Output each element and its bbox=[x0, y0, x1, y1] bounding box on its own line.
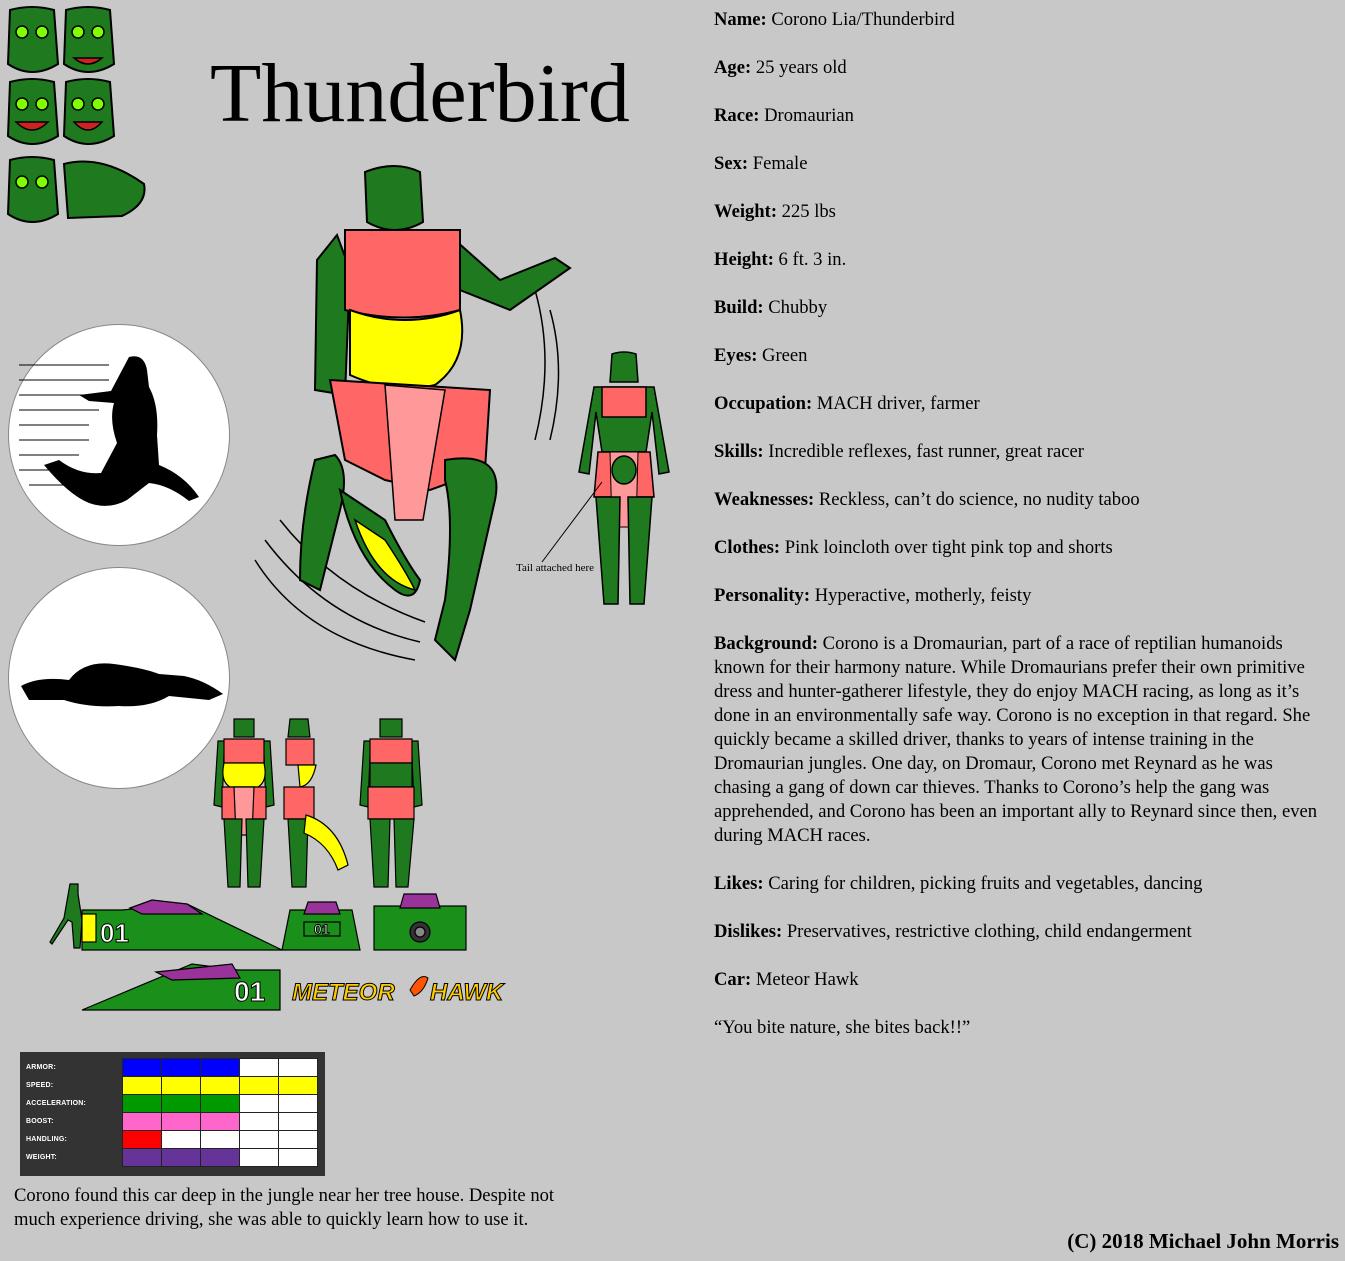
stat-row bbox=[24, 1095, 318, 1113]
stat-cell bbox=[201, 1131, 240, 1149]
stat-cell bbox=[240, 1149, 279, 1167]
stat-cell bbox=[201, 1077, 240, 1095]
tail-pointer-line bbox=[538, 478, 608, 568]
profile-field bbox=[714, 104, 1334, 128]
stat-cell bbox=[240, 1113, 279, 1131]
lying-silhouette bbox=[9, 568, 229, 788]
field-value: Corono Lia/Thunderbird bbox=[766, 9, 955, 30]
stat-cell bbox=[279, 1059, 318, 1077]
stat-cell bbox=[162, 1095, 201, 1113]
field-label: Car: bbox=[714, 969, 752, 990]
stat-label: ACCELERATION: bbox=[26, 1100, 87, 1107]
background-label: Background: bbox=[714, 633, 819, 654]
stat-cell bbox=[201, 1149, 240, 1167]
stat-cell bbox=[279, 1113, 318, 1131]
stat-label: SPEED: bbox=[26, 1082, 54, 1089]
field-label: Clothes: bbox=[714, 537, 781, 558]
field-value: Dromaurian bbox=[759, 105, 854, 126]
tail-attach-note: Tail attached here bbox=[516, 562, 595, 574]
stat-cell bbox=[279, 1131, 318, 1149]
field-label: Weight: bbox=[714, 201, 778, 222]
field-label: Personality: bbox=[714, 585, 811, 606]
field-value: Female bbox=[748, 153, 808, 174]
profile-fields bbox=[714, 8, 1334, 632]
profile-field bbox=[714, 248, 1334, 272]
field-label: Occupation: bbox=[714, 393, 813, 414]
stat-cell bbox=[279, 1095, 318, 1113]
stat-cell bbox=[279, 1149, 318, 1167]
meteor-icon bbox=[410, 977, 428, 997]
field-value: Reckless, can’t do science, no nudity taboo bbox=[814, 489, 1140, 510]
profile-field bbox=[714, 392, 1334, 416]
field-value: 225 lbs bbox=[777, 201, 836, 222]
field-label: Height: bbox=[714, 249, 774, 270]
stats-grid bbox=[24, 1058, 318, 1167]
page-title: Thunderbird bbox=[210, 47, 630, 140]
profile-field bbox=[714, 536, 1334, 560]
stat-cell bbox=[123, 1149, 162, 1167]
profile-field bbox=[714, 8, 1334, 32]
field-label: Weaknesses: bbox=[714, 489, 815, 510]
copyright-notice: (C) 2018 Michael John Morris bbox=[1067, 1229, 1339, 1253]
running-silhouette-circle bbox=[8, 324, 230, 546]
profile-field bbox=[714, 440, 1334, 464]
field-value: 25 years old bbox=[751, 57, 847, 78]
field-label: Race: bbox=[714, 105, 760, 126]
stat-cell bbox=[201, 1059, 240, 1077]
profile-field bbox=[714, 488, 1334, 512]
running-silhouette bbox=[9, 325, 229, 545]
stat-cell bbox=[162, 1113, 201, 1131]
lying-silhouette-circle bbox=[8, 567, 230, 789]
profile-field bbox=[714, 200, 1334, 224]
field-label: Dislikes: bbox=[714, 921, 783, 942]
profile-field bbox=[714, 296, 1334, 320]
car-number-side: 01 bbox=[100, 918, 129, 948]
stat-label: ARMOR: bbox=[26, 1064, 56, 1071]
stat-label: WEIGHT: bbox=[26, 1154, 57, 1161]
profile-background bbox=[714, 632, 1334, 848]
expression-heads bbox=[2, 4, 152, 226]
field-label: Likes: bbox=[714, 873, 764, 894]
profile-field bbox=[714, 584, 1334, 608]
character-profile bbox=[714, 8, 1334, 1040]
stat-label: HANDLING: bbox=[26, 1136, 68, 1143]
meteor-logo-text: METEOR bbox=[292, 979, 395, 1006]
stat-cell bbox=[162, 1131, 201, 1149]
stat-cell bbox=[240, 1077, 279, 1095]
field-value: Caring for children, picking fruits and vegetables, dancing bbox=[763, 873, 1203, 894]
stat-row bbox=[24, 1149, 318, 1167]
field-label: Skills: bbox=[714, 441, 764, 462]
profile-fields-2 bbox=[714, 872, 1334, 1016]
car-number-front: 01 bbox=[314, 921, 330, 937]
profile-field bbox=[714, 920, 1334, 944]
field-value: 6 ft. 3 in. bbox=[773, 249, 847, 270]
stat-cell bbox=[201, 1113, 240, 1131]
stat-label: BOOST: bbox=[26, 1118, 54, 1125]
stat-cell bbox=[123, 1059, 162, 1077]
stat-cell bbox=[123, 1131, 162, 1149]
stat-cell bbox=[240, 1059, 279, 1077]
stat-cell bbox=[240, 1131, 279, 1149]
stat-row bbox=[24, 1113, 318, 1131]
stat-cell bbox=[279, 1077, 318, 1095]
profile-field bbox=[714, 872, 1334, 896]
main-character-pose bbox=[245, 160, 595, 675]
field-label: Eyes: bbox=[714, 345, 758, 366]
field-value: Meteor Hawk bbox=[751, 969, 859, 990]
stat-cell bbox=[162, 1059, 201, 1077]
profile-field bbox=[714, 56, 1334, 80]
stat-cell bbox=[201, 1095, 240, 1113]
profile-field bbox=[714, 968, 1334, 992]
field-label: Sex: bbox=[714, 153, 749, 174]
field-value: Incredible reflexes, fast runner, great racer bbox=[763, 441, 1084, 462]
field-label: Age: bbox=[714, 57, 752, 78]
car-number-lower: 01 bbox=[234, 976, 266, 1007]
stat-row bbox=[24, 1131, 318, 1149]
stat-cell bbox=[240, 1095, 279, 1113]
stat-cell bbox=[162, 1077, 201, 1095]
field-value: Green bbox=[757, 345, 808, 366]
car-description: Corono found this car deep in the jungle near her tree house. Despite not much experience driving, she was able to quickly learn how to use it. bbox=[14, 1185, 555, 1230]
stat-cell bbox=[162, 1149, 201, 1167]
stat-cell bbox=[123, 1077, 162, 1095]
stat-cell bbox=[123, 1095, 162, 1113]
field-value: Chubby bbox=[763, 297, 828, 318]
field-value: Hyperactive, motherly, feisty bbox=[810, 585, 1032, 606]
car-stats-table bbox=[20, 1052, 325, 1176]
field-value: Preservatives, restrictive clothing, child endangerment bbox=[782, 921, 1192, 942]
field-value: Pink loincloth over tight pink top and shorts bbox=[780, 537, 1113, 558]
stat-row bbox=[24, 1059, 318, 1077]
background-text: Corono is a Dromaurian, part of a race of reptilian humanoids known for their harmony nature. While Dromaurians prefer their own primitive dress and hunter-gatherer lifestyle, they do enjoy MACH racing, as long as it’s done in an environmentally safe way. Corono is no exception in that regard. She quickly became a skilled driver, thanks to years of intense training in the Dromaurian jungles. One day, on Dromaur, Corono met Reynard as he was chasing a gang of down car thieves. Thanks to Corono’s help the gang was apprehended, and Corono has been an important ally to Reynard since then, even during MACH races. bbox=[714, 633, 1318, 846]
stat-cell bbox=[123, 1113, 162, 1131]
turnaround-views bbox=[208, 715, 423, 893]
stat-row bbox=[24, 1077, 318, 1095]
profile-field bbox=[714, 344, 1334, 368]
profile-field bbox=[714, 152, 1334, 176]
field-label: Build: bbox=[714, 297, 764, 318]
hawk-logo-text: HAWK bbox=[430, 979, 504, 1006]
field-label: Name: bbox=[714, 9, 767, 30]
car-views bbox=[42, 880, 504, 1015]
field-value: MACH driver, farmer bbox=[812, 393, 980, 414]
character-quote: “You bite nature, she bites back!!” bbox=[714, 1017, 971, 1038]
